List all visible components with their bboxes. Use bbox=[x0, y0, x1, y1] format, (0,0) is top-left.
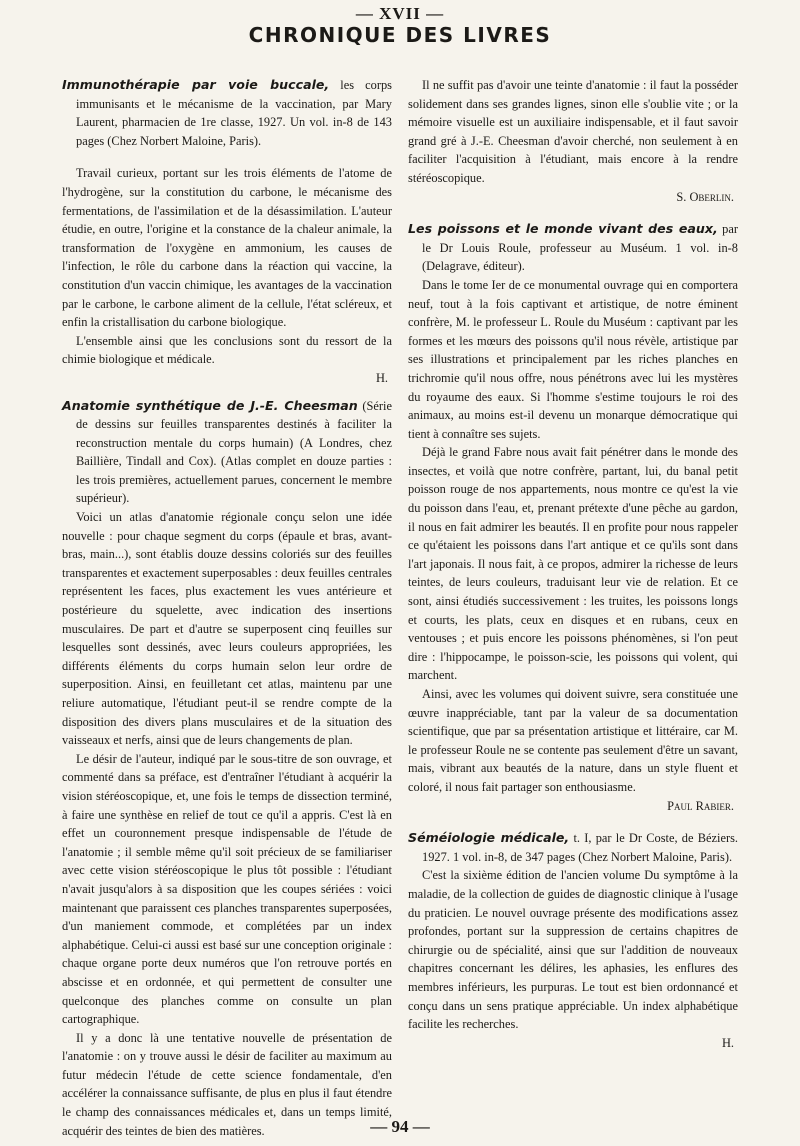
review-header bbox=[62, 76, 392, 150]
review-signature: H. bbox=[375, 370, 388, 385]
review-semeiologie bbox=[408, 829, 738, 1052]
review-header bbox=[408, 220, 738, 276]
review-paragraph: Dans le tome Ier de ce monumental ouvrage qui en comportera neuf, tout à la fois captivant et artistique, de notre éminent confrère, M. le professeur L. Roule du Muséum : captivant par les formes et les mœurs des poissons qu'il nous révèle, artistique par ses illustrations et principalement par les riches planches en trichromie qu'il nous offre, nous pénétrons avec lui les mystères du royaume des eaux. Si l'homme s'estime toujours le roi des animaux, au moins est-il devenu un monarque démocratique qui tient à connaître ses sujets. bbox=[408, 277, 738, 441]
bottom-folio: — 94 — bbox=[370, 1117, 430, 1136]
review-paragraph: Le désir de l'auteur, indiqué par le sous-titre de son ouvrage, et commenté dans sa préface, est d'entraîner l'étudiant à acquérir la vision stéréoscopique, et, une fois le temps de dissection terminé, à faire une synthèse en relief de tout ce qu'il a appris. C'est là en effet un couronnement presque indispensable de l'étude de l'anatomie ; il semble même qu'il soit précieux de se familiariser avec cette vision stéréoscopique le plus tôt possible : l'étudiant n'avait jusqu'alors à sa disposition que les coupes sériées : voici maintenant que paraissent ces planches transparentes superposées, d'un maniement commode, et complétées par un index alphabétique. Celui-ci aussi est basé sur une conception originale : chaque organe porte deux numéros que l'on retrouve portés en abscisse et en ordonnée, et qui permettent de consulter une quelconque des planches comme on consulte un plan cartographique. bbox=[62, 751, 392, 1027]
review-paragraph: L'ensemble ainsi que les conclusions sont du ressort de la chimie biologique et médicale. bbox=[62, 333, 392, 367]
book-title: Anatomie synthétique de J.-E. Cheesman bbox=[62, 397, 358, 413]
review-header bbox=[408, 829, 738, 866]
book-meta: (Série de dessins sur feuilles transparentes destinés à faciliter la reconstruction mentale du corps humain) (A Londres, chez Baillière, Tindall and Cox). (Atlas complet en douze parties : les trois premières, actuellement parues, concernent le membre supérieur). bbox=[76, 398, 392, 506]
book-title: Immunothérapie par voie buccale, bbox=[62, 77, 330, 92]
review-signature: S. Oberlin. bbox=[676, 189, 734, 204]
book-meta: par le Dr Louis Roule, professeur au Muséum. 1 vol. in-8 (Delagrave, éditeur). bbox=[422, 222, 738, 274]
review-paragraph: Déjà le grand Fabre nous avait fait pénétrer dans le monde des insectes, et voilà que notre confrère, partant, lui, du banal petit poisson rouge de nos appartements, nous montre ce qu'est la vie du poisson dans l'eau, et, prenant prétexte d'une pêche au gardon, il nous en fait admirer les beautés. Il en profite pour nous rappeler ce qu'étaient les poissons dans l'art antique et ce qu'ils sont dans l'art japonais. Il nous fait, à ce propos, admirer la richesse de leurs teintes, de leurs couleurs, traduisant leur vie de relation. Et ce sont, ainsi étudiés successivement : les truites, les poissons longs et courts, les plats, ceux en disques et en rubans, ceux en ventouses ; et puis encore les poissons phénomènes, si l'on peut dire : l'hippocampe, le poisson-scie, les poissons qui volent, qui marchent. bbox=[408, 445, 738, 683]
review-header bbox=[62, 397, 392, 509]
left-column bbox=[62, 76, 392, 1140]
review-paragraph: Travail curieux, portant sur les trois éléments de l'atome de l'hydrogène, sur la constitution du carbone, le mécanisme des fermentations, de l'assimilation et de la désassimilation. L'auteur étudie, en outre, l'origine et la constance de la chaleur animale, la transformation de l'oxygène en ammonium, les causes de l'infection, le rôle du carbone dans la réaction qui vaccine, la constitution d'un vaccin chimique, les avantages de la vaccination par le carbone, le carbone aliment de la cellule, l'état scléreux, et enfin la cristallisation du carbone biologique. bbox=[62, 166, 392, 330]
book-title: Séméiologie médicale, bbox=[408, 830, 570, 846]
review-paragraph: C'est la sixième édition de l'ancien volume Du symptôme à la maladie, de la collection de guides de diagnostic clinique à l'usage du praticien. Le nouvel ouvrage présente des modifications assez profondes, portant sur la suppression de certains chapitres de chirurgie ou de spécialité, ainsi que sur l'addition de nouveaux chapitres concernant les délires, les aphasies, les enflures des membres inférieurs, les purpuras. Le tout est bien ordonnancé et conçu dans un sens pratique appréciable. Un index alphabétique facilite les recherches. bbox=[408, 868, 738, 1032]
review-paragraph: Voici un atlas d'anatomie régionale conçu selon une idée nouvelle : pour chaque segment du corps (épaule et bras, avant-bras, main...), sont établis douze dessins coloriés sur des feuilles transparentes et exactement superposables : deux feuilles centrales représentent les faces, plus exactement les vues antérieure et postérieure du squelette, avec indication des insertions musculaires. De part et d'autre se superposent cinq feuilles sur lesquelles sont dessinés, avec leurs couleurs appropriées, les différents éléments du corps humain selon leur ordre de superposition. Ainsi, en feuilletant cet atlas, maintenu par une reliure automatique, l'étudiant peut-il se rendre compte de la disposition des divers plans musculaires et de la situation des vaisseaux et nerfs, ainsi que de leurs changements de plan. bbox=[62, 510, 392, 748]
book-meta: les corps immunisants et le mécanisme de la vaccination, par Mary Laurent, pharmacien de 1re classe, 1927. Un vol. in-8 de 143 pages (Chez Norbert Maloine, Paris). bbox=[76, 78, 392, 148]
review-poissons bbox=[408, 220, 738, 815]
review-paragraph: Il ne suffit pas d'avoir une teinte d'anatomie : il faut la posséder solidement dans ses grandes lignes, sinon elle s'oublie vite ; or la mémoire visuelle est un auxiliaire indispensable, et il faut savoir grand gré à J.-E. Cheesman d'avoir cherché, non seulement à en faciliter l'acquisition à l'étudiant, mais encore à la rendre stéréoscopique. bbox=[408, 78, 738, 185]
right-column bbox=[408, 76, 738, 1052]
review-paragraph: Ainsi, avec les volumes qui doivent suivre, sera constituée une œuvre inappréciable, tant par la valeur de sa documentation scientifique, que par sa présentation artistique et littéraire, car M. le professeur Roule ne se contente pas seulement d'être un savant, mais, vibrant aux beautés de la nature, dans un style fluent et coloré, il nous fait partager son enthousiasme. bbox=[408, 687, 738, 794]
review-paragraph: Il y a donc là une tentative nouvelle de présentation de l'anatomie : on y trouve aussi le désir de faciliter au maximum au futur médecin l'étude de cette science fondamentale, d'en accélérer la connaissance suffisante, de plus en plus il faut étendre le champ des connaissances médicales et, dans un temps limité, acquérir des teintes de bien des matières. bbox=[62, 1030, 392, 1138]
book-meta: t. I, par le Dr Coste, de Béziers. 1927. 1 vol. in-8, de 347 pages (Chez Norbert Maloine, Paris). bbox=[422, 831, 738, 864]
review-signature: H. bbox=[721, 1035, 734, 1050]
book-title: Les poissons et le monde vivant des eaux, bbox=[408, 221, 718, 237]
page-title: CHRONIQUE DES LIVRES bbox=[248, 23, 552, 47]
review-anatomie-continued bbox=[408, 76, 738, 206]
review-immunotherapie bbox=[62, 76, 392, 388]
review-anatomie bbox=[62, 397, 392, 1141]
review-signature: Paul Rabier. bbox=[667, 798, 734, 813]
top-folio: — XVII — bbox=[355, 4, 445, 23]
